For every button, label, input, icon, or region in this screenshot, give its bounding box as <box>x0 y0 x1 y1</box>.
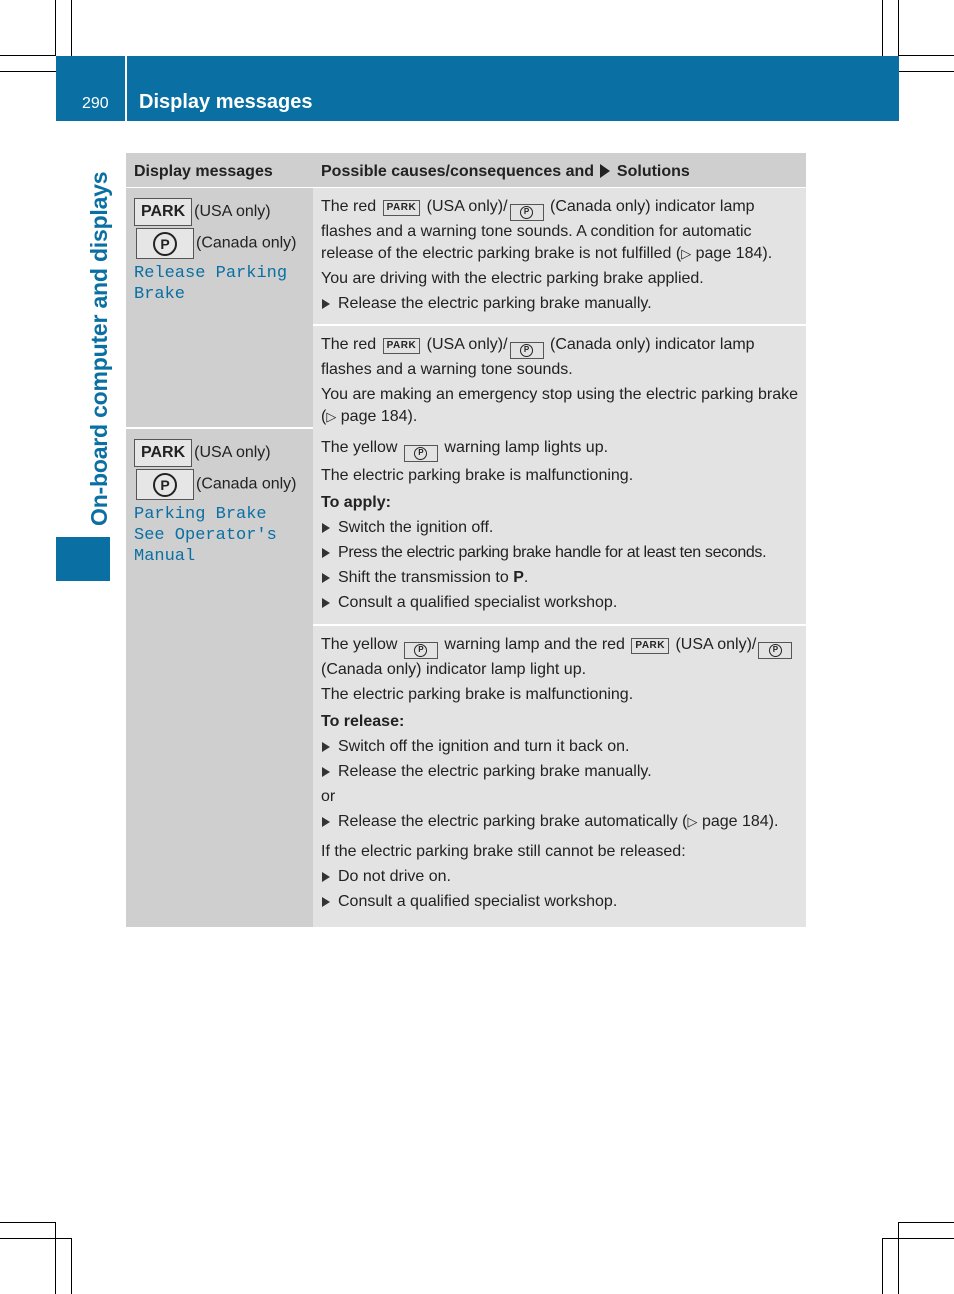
bullet-icon <box>322 872 330 882</box>
crop-mark <box>0 1222 56 1223</box>
header-divider <box>125 56 127 121</box>
cause-block: The red PARK (USA only)/ P (Canada only) indicator lamp flashes and a warning tone sounds. You are making an emergency stop using the electric parking brake (▷ page 184). <box>313 324 806 429</box>
cause-block: The yellow P warning lamp lights up. The electric parking brake is malfunctioning. To apply: Switch the ignition off. Press the electric parking brake handle for at least ten seconds. Shift the transmission to P. Consult a qualified specialist workshop. <box>313 429 806 624</box>
list-item: Consult a qualified specialist workshop. <box>321 592 798 614</box>
crop-mark <box>898 55 954 56</box>
parking-brake-icon: P <box>404 642 438 659</box>
section-heading: To apply: <box>321 493 391 511</box>
crop-mark <box>71 0 72 56</box>
parking-brake-icon: P <box>136 469 194 500</box>
message-cell: PARK (USA only) P (Canada only) Parking Brake See Operator's Manual <box>126 429 313 927</box>
park-indicator-icon: PARK <box>134 198 192 226</box>
list-item: Consult a qualified specialist workshop. <box>321 891 798 913</box>
parking-brake-icon: P <box>510 204 544 221</box>
display-message-text: Parking Brake See Operator's Manual <box>134 505 277 566</box>
solutions-cell <box>313 429 806 927</box>
page-reference-icon: ▷ <box>687 813 698 829</box>
bullet-icon <box>322 548 330 558</box>
display-message-text: Release Parking Brake <box>134 264 288 304</box>
col-header-messages: Display messages <box>134 163 273 180</box>
list-item: Press the electric parking brake handle for at least ten seconds. <box>321 542 798 564</box>
list-item: Release the electric parking brake manually. <box>321 761 798 783</box>
page-reference-icon: ▷ <box>681 245 692 261</box>
section-label: On-board computer and displays <box>86 171 112 526</box>
page-number: 290 <box>82 95 109 112</box>
crop-mark <box>0 71 56 72</box>
crop-mark <box>898 0 899 56</box>
park-indicator-icon: PARK <box>134 439 192 467</box>
table-header <box>126 153 806 188</box>
list-item: Switch the ignition off. <box>321 517 798 539</box>
park-indicator-icon: PARK <box>383 338 421 354</box>
bullet-icon <box>322 523 330 533</box>
page-title: Display messages <box>139 91 313 113</box>
cause-block: The yellow P warning lamp and the red PARK (USA only)/ P (Canada only) indicator lamp light up. The electric parking brake is malfunctioning. To release: Switch off the ignition and turn it back on. Release the electric parking brake manually. or Release the electric parking brake automatically (▷ page 184). If the electric parking brake still cannot be released: Do not drive on. Consult a qualified specialist workshop. <box>313 624 806 927</box>
bullet-icon <box>322 299 330 309</box>
bullet-icon <box>322 742 330 752</box>
crop-mark <box>898 1222 954 1223</box>
section-tab <box>56 537 110 581</box>
list-item: Switch off the ignition and turn it back on. <box>321 736 798 758</box>
crop-mark <box>0 1238 72 1239</box>
display-messages-table <box>126 153 806 927</box>
bullet-icon <box>322 573 330 583</box>
bullet-icon <box>322 817 330 827</box>
solutions-cell <box>313 188 806 427</box>
list-item: Do not drive on. <box>321 866 798 888</box>
park-indicator-icon: PARK <box>383 200 421 216</box>
crop-mark <box>71 1238 72 1294</box>
crop-mark <box>898 1222 899 1294</box>
parking-brake-icon: P <box>758 642 792 659</box>
park-indicator-icon: PARK <box>631 638 669 654</box>
list-item: Shift the transmission to P. <box>321 567 798 589</box>
list-item: Release the electric parking brake automatically (▷ page 184). <box>321 811 798 833</box>
message-cell: PARK (USA only) P (Canada only) Release Parking Brake <box>126 188 313 427</box>
crop-mark <box>882 0 883 56</box>
bullet-icon <box>322 897 330 907</box>
cause-block: The red PARK (USA only)/ P (Canada only) indicator lamp flashes and a warning tone sounds. A condition for automatic release of the electric parking brake is not fulfilled (▷ page 184). You are driving with the electric parking brake applied. Release the electric parking brake manually. <box>313 188 806 324</box>
crop-mark <box>0 55 56 56</box>
parking-brake-icon: P <box>404 445 438 462</box>
crop-mark <box>882 1238 883 1294</box>
crop-mark <box>882 1238 954 1239</box>
parking-brake-icon: P <box>136 228 194 259</box>
table-row <box>126 429 806 927</box>
bullet-icon <box>322 767 330 777</box>
bullet-icon <box>322 598 330 608</box>
crop-mark <box>55 1222 56 1294</box>
page-reference-icon: ▷ <box>326 408 337 424</box>
crop-mark <box>898 71 954 72</box>
list-item: Release the electric parking brake manually. <box>321 293 798 315</box>
crop-mark <box>55 0 56 56</box>
parking-brake-icon: P <box>510 342 544 359</box>
col-header-solutions: Possible causes/consequences and Solutions <box>321 163 690 180</box>
section-heading: To release: <box>321 712 405 730</box>
table-row <box>126 188 806 429</box>
arrow-right-icon <box>600 164 610 178</box>
